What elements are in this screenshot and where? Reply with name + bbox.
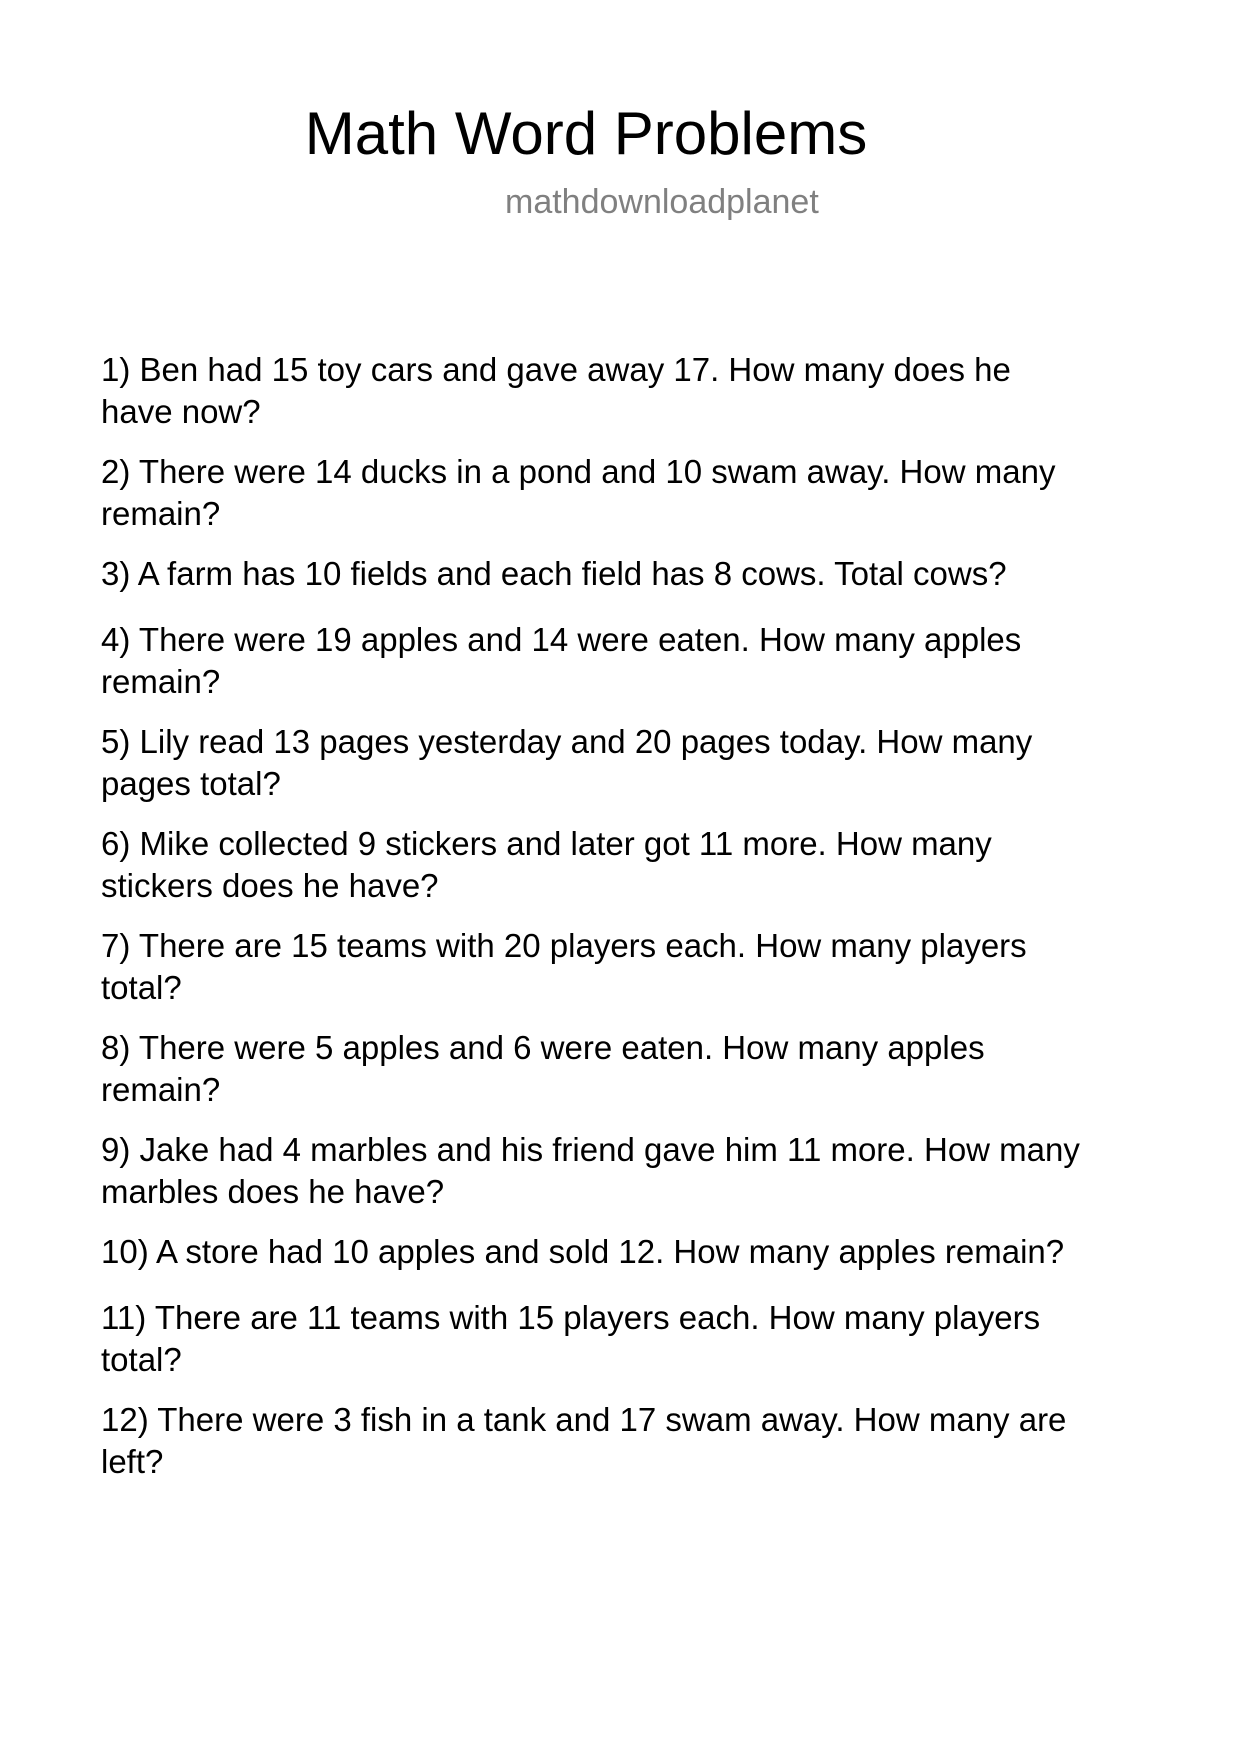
problem-8: 8) There were 5 apples and 6 were eaten. How many apples remain?: [101, 1029, 985, 1108]
problem-5: 5) Lily read 13 pages yesterday and 20 pages today. How many pages total?: [101, 723, 1033, 802]
problem-12: 12) There were 3 fish in a tank and 17 swam away. How many are left?: [101, 1401, 1067, 1480]
problem-2: 2) There were 14 ducks in a pond and 10 swam away. How many remain?: [101, 453, 1056, 532]
problem-6: 6) Mike collected 9 stickers and later got 11 more. How many stickers does he have?: [101, 825, 992, 904]
problem-1: 1) Ben had 15 toy cars and gave away 17. How many does he have now?: [101, 351, 1011, 430]
problem-4: 4) There were 19 apples and 14 were eaten. How many apples remain?: [101, 621, 1022, 700]
problem-list: [101, 349, 1161, 1501]
problem-7: 7) There are 15 teams with 20 players each. How many players total?: [101, 927, 1027, 1006]
page-title: Math Word Problems: [304, 100, 868, 167]
page-subtitle: mathdownloadplanet: [505, 183, 819, 221]
problem-3: 3) A farm has 10 fields and each field has 8 cows. Total cows?: [101, 555, 1007, 592]
problem-9: 9) Jake had 4 marbles and his friend gave him 11 more. How many marbles does he have?: [101, 1131, 1080, 1210]
problem-10: 10) A store had 10 apples and sold 12. How many apples remain?: [101, 1233, 1065, 1270]
problem-11: 11) There are 11 teams with 15 players each. How many players total?: [101, 1299, 1041, 1378]
